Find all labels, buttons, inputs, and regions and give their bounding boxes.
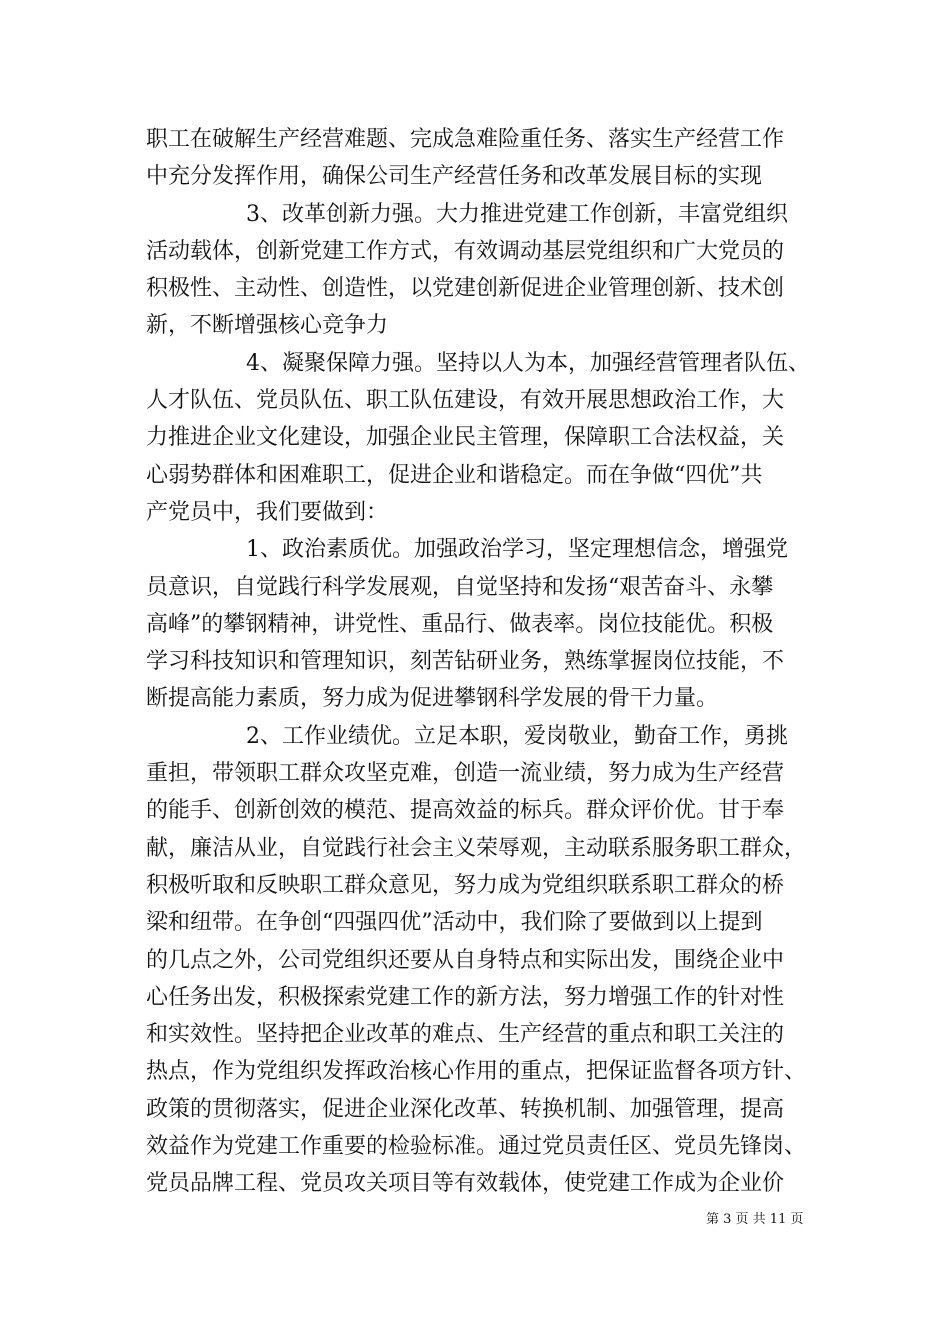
text-line: 2、工作业绩优。立足本职，爱岗敬业，勤奋工作，勇挑: [246, 723, 788, 749]
text-line: 重担，带领职工群众攻坚克难，创造一流业绩，努力成为生产经营: [146, 761, 785, 787]
text-line: 热点，作为党组织发挥政治核心作用的重点，把保证监督各项方针、: [146, 1059, 807, 1085]
text-line: 的能手、创新创效的模范、提高效益的标兵。群众评价优。甘于奉: [146, 798, 785, 824]
page-number-footer: 第 3 页 共 11 页: [706, 1212, 804, 1227]
text-line: 心弱势群体和困难职工，促进企业和谐稳定。而在争做“四优”共: [146, 462, 763, 488]
text-line: 力推进企业文化建设，加强企业民主管理，保障职工合法权益，关: [146, 425, 785, 451]
text-line: 效益作为党建工作重要的检验标准。通过党员责任区、党员先锋岗、: [146, 1134, 807, 1160]
text-line: 新，不断增强核心竞争力: [146, 313, 389, 339]
text-line: 1、政治素质优。加强政治学习，坚定理想信念，增强党: [246, 537, 788, 563]
text-line: 的几点之外，公司党组织还要从自身特点和实际出发，围绕企业中: [146, 947, 785, 973]
text-line: 高峰”的攀钢精神，讲党性、重品行、做表率。岗位技能优。积极: [146, 611, 774, 637]
text-line: 活动载体，创新党建工作方式，有效调动基层党组织和广大党员的: [146, 238, 785, 264]
text-line: 产党员中，我们要做到：: [146, 499, 389, 525]
text-line: 政策的贯彻落实，促进企业深化改革、转换机制、加强管理，提高: [146, 1096, 785, 1122]
text-line: 献，廉洁从业，自觉践行社会主义荣辱观，主动联系服务职工群众，: [146, 835, 807, 861]
text-line: 中充分发挥作用，确保公司生产经营任务和改革发展目标的实现: [146, 164, 763, 190]
text-line: 3、改革创新力强。大力推进党建工作创新，丰富党组织: [246, 201, 788, 227]
text-line: 断提高能力素质，努力成为促进攀钢科学发展的骨干力量。: [146, 686, 719, 712]
text-line: 积极听取和反映职工群众意见，努力成为党组织联系职工群众的桥: [146, 872, 785, 898]
text-line: 党员品牌工程、党员攻关项目等有效载体，使党建工作成为企业价: [146, 1171, 785, 1197]
text-line: 心任务出发，积极探索党建工作的新方法，努力增强工作的针对性: [146, 984, 785, 1010]
document-body: [146, 121, 810, 1203]
text-line: 职工在破解生产经营难题、完成急难险重任务、落实生产经营工作: [146, 127, 785, 152]
text-line: 积极性、主动性、创造性，以党建创新促进企业管理创新、技术创: [146, 276, 785, 302]
text-line: 学习科技知识和管理知识，刻苦钻研业务，熟练掌握岗位技能，不: [146, 649, 785, 675]
text-line: 4、凝聚保障力强。坚持以人为本，加强经营管理者队伍、: [246, 350, 810, 376]
text-line: 人才队伍、党员队伍、职工队伍建设，有效开展思想政治工作，大: [146, 388, 785, 414]
text-line: 梁和纽带。在争创“四强四优”活动中，我们除了要做到以上提到: [146, 910, 763, 936]
text-line: 员意识，自觉践行科学发展观，自觉坚持和发扬“艰苦奋斗、永攀: [146, 574, 774, 600]
text-line: 和实效性。坚持把企业改革的难点、生产经营的重点和职工关注的: [146, 1022, 785, 1048]
